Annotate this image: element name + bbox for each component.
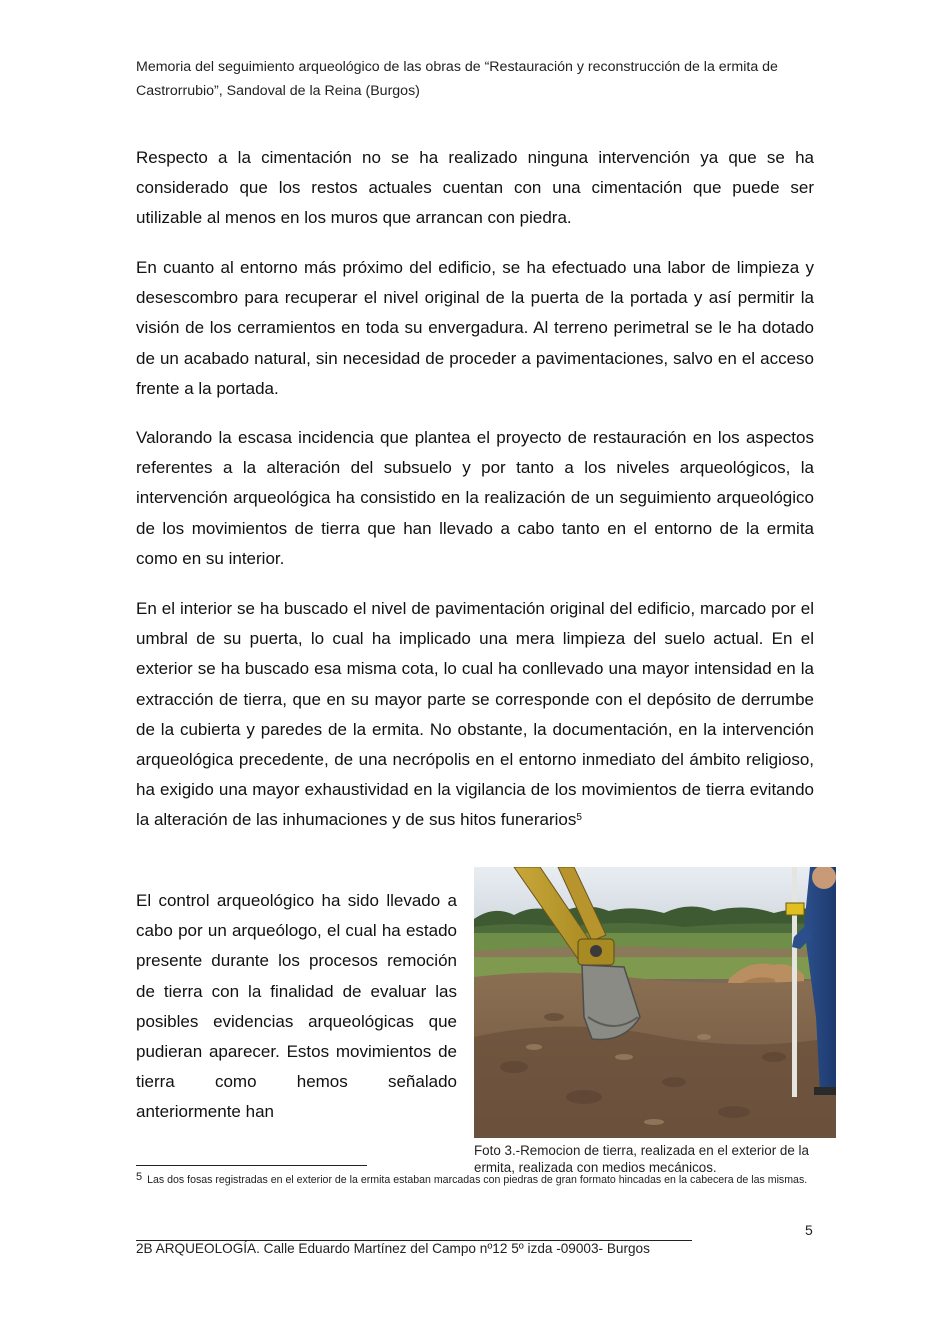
page-number: 5 — [805, 1222, 813, 1238]
paragraph-interior-text: En el interior se ha buscado el nivel de pavimentación original del edificio, marcado por el umbral de su puerta, lo cual ha implicado una mera limpieza del suelo actual. En el exterior se ha buscado esa misma cota, lo cual ha conllevado una mayor intensidad en la extracción de tierra, que en su mayor parte se corresponde con el depósito de derrumbe de la cubierta y paredes de la ermita. No obstante, la documentación, en la intervención arqueológica precedente, de una necrópolis en el entorno inmediato del ámbito religioso, ha exigido una mayor exhaustividad en la vigilancia de los movimientos de tierra evitando la alteración de las inhumaciones y de sus hitos funerarios — [136, 599, 814, 830]
excavation-photo — [474, 867, 836, 1138]
running-header: Memoria del seguimiento arqueológico de las obras de “Restauración y reconstrucción de la ermita de Castrorrubio”, Sandoval de la Reina (Burgos) — [136, 59, 778, 99]
running-footer: 2B ARQUEOLOGÍA. Calle Eduardo Martínez del Campo nº12 5º izda -09003- Burgos — [136, 1241, 650, 1256]
paragraph-valoracion: Valorando la escasa incidencia que plantea el proyecto de restauración en los aspectos referentes a la alteración del subsuelo y por tanto a los niveles arqueológicos, la intervención arqueológica ha consistido en la realización de un seguimiento arqueológico de los movimientos de tierra que han llevado a cabo tanto en el entorno de la ermita como en su interior. — [136, 428, 814, 568]
paragraph-control: El control arqueológico ha sido llevado a cabo por un arqueólogo, el cual ha estado presente durante los procesos remoción de tierra con la finalidad de evaluar las posibles evidencias arqueológicas que pudieran aparecer. Estos movimientos de tierra como hemos señalado anteriormente han — [136, 891, 457, 1122]
footnote — [136, 1172, 814, 1189]
footnote-text: Las dos fosas registradas en el exterior de la ermita estaban marcadas con piedras de gran formato hincadas en la cabecera de las mismas. — [147, 1174, 808, 1186]
footnote-separator — [136, 1165, 367, 1166]
paragraph-cimentacion: Respecto a la cimentación no se ha realizado ninguna intervención ya que se ha considerado que los restos actuales cuentan con una cimentación que puede ser utilizable al menos en los muros que arrancan con piedra. — [136, 148, 814, 228]
footnote-reference: 5 — [576, 812, 582, 824]
paragraph-interior — [136, 594, 814, 836]
photo-caption: Foto 3.-Remocion de tierra, realizada en el exterior de la ermita, realizada con medios mecánicos. — [474, 1143, 809, 1175]
footnote-number: 5 — [136, 1171, 143, 1183]
paragraph-entorno: En cuanto al entorno más próximo del edificio, se ha efectuado una labor de limpieza y desescombro para recuperar el nivel original de la puerta de la portada y así permitir la visión de los cerramientos en toda su envergadura. Al terreno perimetral se le ha dotado de un acabado natural, sin necesidad de proceder a pavimentaciones, salvo en el acceso frente a la portada. — [136, 258, 814, 398]
